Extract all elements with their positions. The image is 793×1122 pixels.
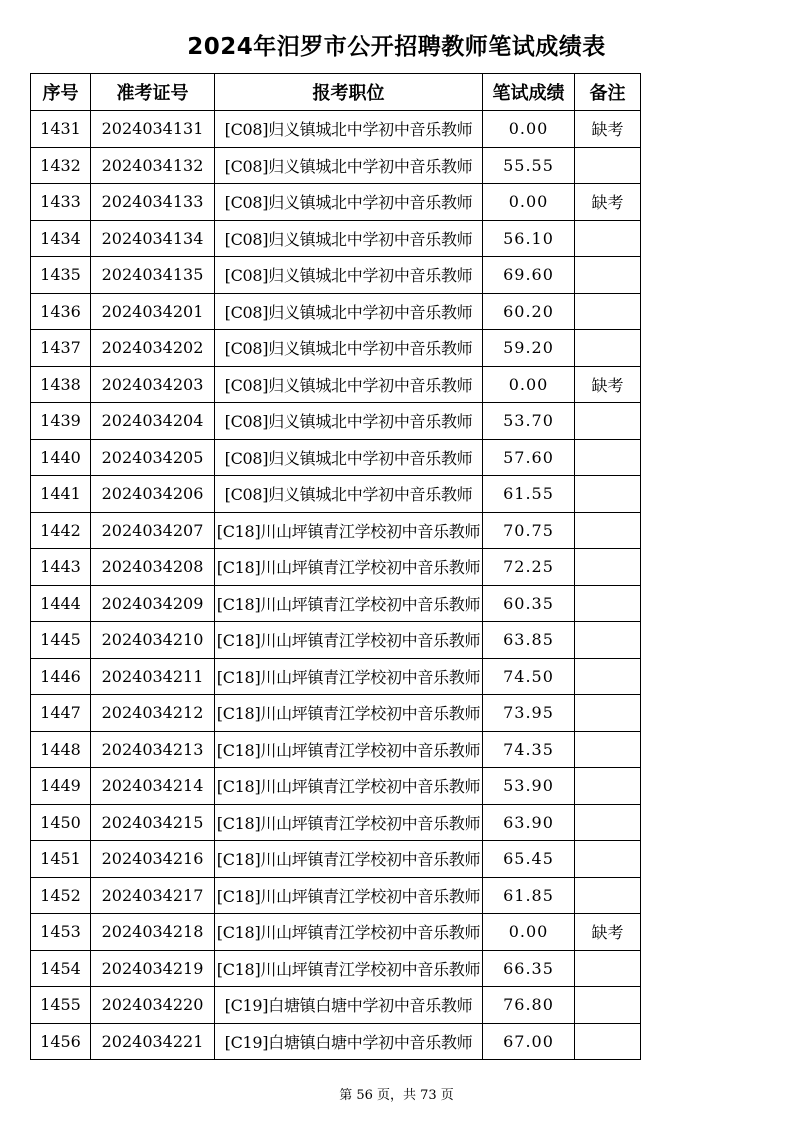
table-body	[31, 111, 641, 1060]
cell-exam-id: 2024034132	[91, 147, 215, 184]
cell-exam-id: 2024034202	[91, 330, 215, 367]
cell-exam-id: 2024034217	[91, 877, 215, 914]
cell-position: [C19]白塘镇白塘中学初中音乐教师	[215, 1023, 483, 1060]
cell-seq: 1439	[31, 403, 91, 440]
cell-position: [C08]归义镇城北中学初中音乐教师	[215, 184, 483, 221]
table-row	[31, 950, 641, 987]
cell-score: 57.60	[483, 439, 575, 476]
cell-note	[575, 439, 641, 476]
cell-seq: 1436	[31, 293, 91, 330]
table-row	[31, 111, 641, 148]
header-exam-id: 准考证号	[91, 74, 215, 111]
cell-note	[575, 293, 641, 330]
cell-position: [C18]川山坪镇青江学校初中音乐教师	[215, 950, 483, 987]
cell-position: [C08]归义镇城北中学初中音乐教师	[215, 147, 483, 184]
cell-exam-id: 2024034207	[91, 512, 215, 549]
cell-score: 67.00	[483, 1023, 575, 1060]
cell-score: 65.45	[483, 841, 575, 878]
cell-score: 61.55	[483, 476, 575, 513]
cell-note: 缺考	[575, 366, 641, 403]
cell-note	[575, 257, 641, 294]
cell-seq: 1441	[31, 476, 91, 513]
cell-score: 66.35	[483, 950, 575, 987]
table-row	[31, 877, 641, 914]
cell-seq: 1444	[31, 585, 91, 622]
cell-exam-id: 2024034206	[91, 476, 215, 513]
cell-seq: 1449	[31, 768, 91, 805]
cell-seq: 1434	[31, 220, 91, 257]
scores-table	[30, 73, 641, 1060]
table-row	[31, 987, 641, 1024]
header-seq: 序号	[31, 74, 91, 111]
cell-position: [C18]川山坪镇青江学校初中音乐教师	[215, 877, 483, 914]
cell-note: 缺考	[575, 111, 641, 148]
cell-note	[575, 841, 641, 878]
cell-score: 0.00	[483, 366, 575, 403]
cell-exam-id: 2024034204	[91, 403, 215, 440]
cell-position: [C18]川山坪镇青江学校初中音乐教师	[215, 512, 483, 549]
cell-note	[575, 330, 641, 367]
cell-seq: 1432	[31, 147, 91, 184]
cell-seq: 1442	[31, 512, 91, 549]
cell-note	[575, 549, 641, 586]
cell-score: 53.70	[483, 403, 575, 440]
table-row	[31, 585, 641, 622]
cell-note	[575, 220, 641, 257]
cell-exam-id: 2024034133	[91, 184, 215, 221]
cell-position: [C08]归义镇城北中学初中音乐教师	[215, 439, 483, 476]
table-row	[31, 731, 641, 768]
table-row	[31, 695, 641, 732]
cell-position: [C18]川山坪镇青江学校初中音乐教师	[215, 585, 483, 622]
table-row	[31, 841, 641, 878]
table-row	[31, 366, 641, 403]
cell-seq: 1433	[31, 184, 91, 221]
cell-score: 59.20	[483, 330, 575, 367]
cell-note	[575, 695, 641, 732]
cell-note	[575, 403, 641, 440]
table-row	[31, 439, 641, 476]
cell-exam-id: 2024034211	[91, 658, 215, 695]
cell-score: 56.10	[483, 220, 575, 257]
cell-exam-id: 2024034135	[91, 257, 215, 294]
cell-position: [C08]归义镇城北中学初中音乐教师	[215, 111, 483, 148]
cell-note	[575, 512, 641, 549]
cell-exam-id: 2024034209	[91, 585, 215, 622]
cell-score: 69.60	[483, 257, 575, 294]
cell-position: [C18]川山坪镇青江学校初中音乐教师	[215, 549, 483, 586]
cell-exam-id: 2024034214	[91, 768, 215, 805]
cell-position: [C18]川山坪镇青江学校初中音乐教师	[215, 658, 483, 695]
cell-score: 73.95	[483, 695, 575, 732]
cell-note	[575, 768, 641, 805]
cell-seq: 1446	[31, 658, 91, 695]
cell-exam-id: 2024034215	[91, 804, 215, 841]
cell-note	[575, 731, 641, 768]
cell-note	[575, 658, 641, 695]
cell-position: [C18]川山坪镇青江学校初中音乐教师	[215, 731, 483, 768]
cell-seq: 1454	[31, 950, 91, 987]
cell-position: [C18]川山坪镇青江学校初中音乐教师	[215, 841, 483, 878]
cell-exam-id: 2024034210	[91, 622, 215, 659]
cell-position: [C18]川山坪镇青江学校初中音乐教师	[215, 622, 483, 659]
table-row	[31, 257, 641, 294]
cell-position: [C08]归义镇城北中学初中音乐教师	[215, 220, 483, 257]
cell-seq: 1443	[31, 549, 91, 586]
cell-score: 0.00	[483, 111, 575, 148]
cell-position: [C19]白塘镇白塘中学初中音乐教师	[215, 987, 483, 1024]
table-row	[31, 549, 641, 586]
cell-exam-id: 2024034213	[91, 731, 215, 768]
cell-seq: 1451	[31, 841, 91, 878]
cell-position: [C08]归义镇城北中学初中音乐教师	[215, 403, 483, 440]
cell-position: [C08]归义镇城北中学初中音乐教师	[215, 330, 483, 367]
cell-seq: 1452	[31, 877, 91, 914]
cell-position: [C08]归义镇城北中学初中音乐教师	[215, 366, 483, 403]
cell-score: 63.90	[483, 804, 575, 841]
cell-exam-id: 2024034201	[91, 293, 215, 330]
header-score: 笔试成绩	[483, 74, 575, 111]
cell-seq: 1453	[31, 914, 91, 951]
cell-score: 60.35	[483, 585, 575, 622]
cell-score: 60.20	[483, 293, 575, 330]
cell-seq: 1456	[31, 1023, 91, 1060]
page-footer: 第 56 页，共 73 页	[339, 1088, 454, 1103]
cell-exam-id: 2024034216	[91, 841, 215, 878]
cell-position: [C18]川山坪镇青江学校初中音乐教师	[215, 804, 483, 841]
cell-seq: 1447	[31, 695, 91, 732]
table-row	[31, 184, 641, 221]
cell-seq: 1431	[31, 111, 91, 148]
cell-exam-id: 2024034131	[91, 111, 215, 148]
cell-score: 74.50	[483, 658, 575, 695]
cell-note	[575, 877, 641, 914]
cell-seq: 1440	[31, 439, 91, 476]
cell-note	[575, 585, 641, 622]
cell-score: 0.00	[483, 914, 575, 951]
header-note: 备注	[575, 74, 641, 111]
cell-exam-id: 2024034203	[91, 366, 215, 403]
cell-exam-id: 2024034219	[91, 950, 215, 987]
cell-seq: 1448	[31, 731, 91, 768]
cell-note	[575, 950, 641, 987]
cell-position: [C08]归义镇城北中学初中音乐教师	[215, 257, 483, 294]
cell-exam-id: 2024034221	[91, 1023, 215, 1060]
table-row	[31, 768, 641, 805]
table-row	[31, 804, 641, 841]
cell-note	[575, 476, 641, 513]
cell-seq: 1450	[31, 804, 91, 841]
cell-score: 63.85	[483, 622, 575, 659]
cell-position: [C18]川山坪镇青江学校初中音乐教师	[215, 695, 483, 732]
cell-score: 61.85	[483, 877, 575, 914]
cell-note: 缺考	[575, 184, 641, 221]
table-row	[31, 512, 641, 549]
cell-seq: 1445	[31, 622, 91, 659]
table-row	[31, 293, 641, 330]
cell-exam-id: 2024034205	[91, 439, 215, 476]
cell-seq: 1455	[31, 987, 91, 1024]
cell-seq: 1437	[31, 330, 91, 367]
cell-note	[575, 1023, 641, 1060]
cell-score: 0.00	[483, 184, 575, 221]
cell-seq: 1438	[31, 366, 91, 403]
cell-seq: 1435	[31, 257, 91, 294]
table-row	[31, 1023, 641, 1060]
cell-note	[575, 987, 641, 1024]
cell-exam-id: 2024034220	[91, 987, 215, 1024]
table-row	[31, 330, 641, 367]
cell-score: 53.90	[483, 768, 575, 805]
table-header-row	[31, 74, 641, 111]
cell-score: 76.80	[483, 987, 575, 1024]
table-row	[31, 403, 641, 440]
page-title: 2024年汨罗市公开招聘教师笔试成绩表	[187, 34, 606, 60]
cell-note	[575, 804, 641, 841]
cell-exam-id: 2024034208	[91, 549, 215, 586]
table-row	[31, 914, 641, 951]
table-row	[31, 147, 641, 184]
table-row	[31, 622, 641, 659]
cell-position: [C08]归义镇城北中学初中音乐教师	[215, 293, 483, 330]
cell-score: 72.25	[483, 549, 575, 586]
cell-exam-id: 2024034134	[91, 220, 215, 257]
cell-exam-id: 2024034218	[91, 914, 215, 951]
header-position: 报考职位	[215, 74, 483, 111]
cell-score: 70.75	[483, 512, 575, 549]
cell-score: 74.35	[483, 731, 575, 768]
table-row	[31, 220, 641, 257]
table-row	[31, 476, 641, 513]
cell-exam-id: 2024034212	[91, 695, 215, 732]
cell-note	[575, 622, 641, 659]
cell-position: [C18]川山坪镇青江学校初中音乐教师	[215, 768, 483, 805]
cell-note	[575, 147, 641, 184]
cell-position: [C08]归义镇城北中学初中音乐教师	[215, 476, 483, 513]
cell-note: 缺考	[575, 914, 641, 951]
cell-score: 55.55	[483, 147, 575, 184]
table-row	[31, 658, 641, 695]
cell-position: [C18]川山坪镇青江学校初中音乐教师	[215, 914, 483, 951]
